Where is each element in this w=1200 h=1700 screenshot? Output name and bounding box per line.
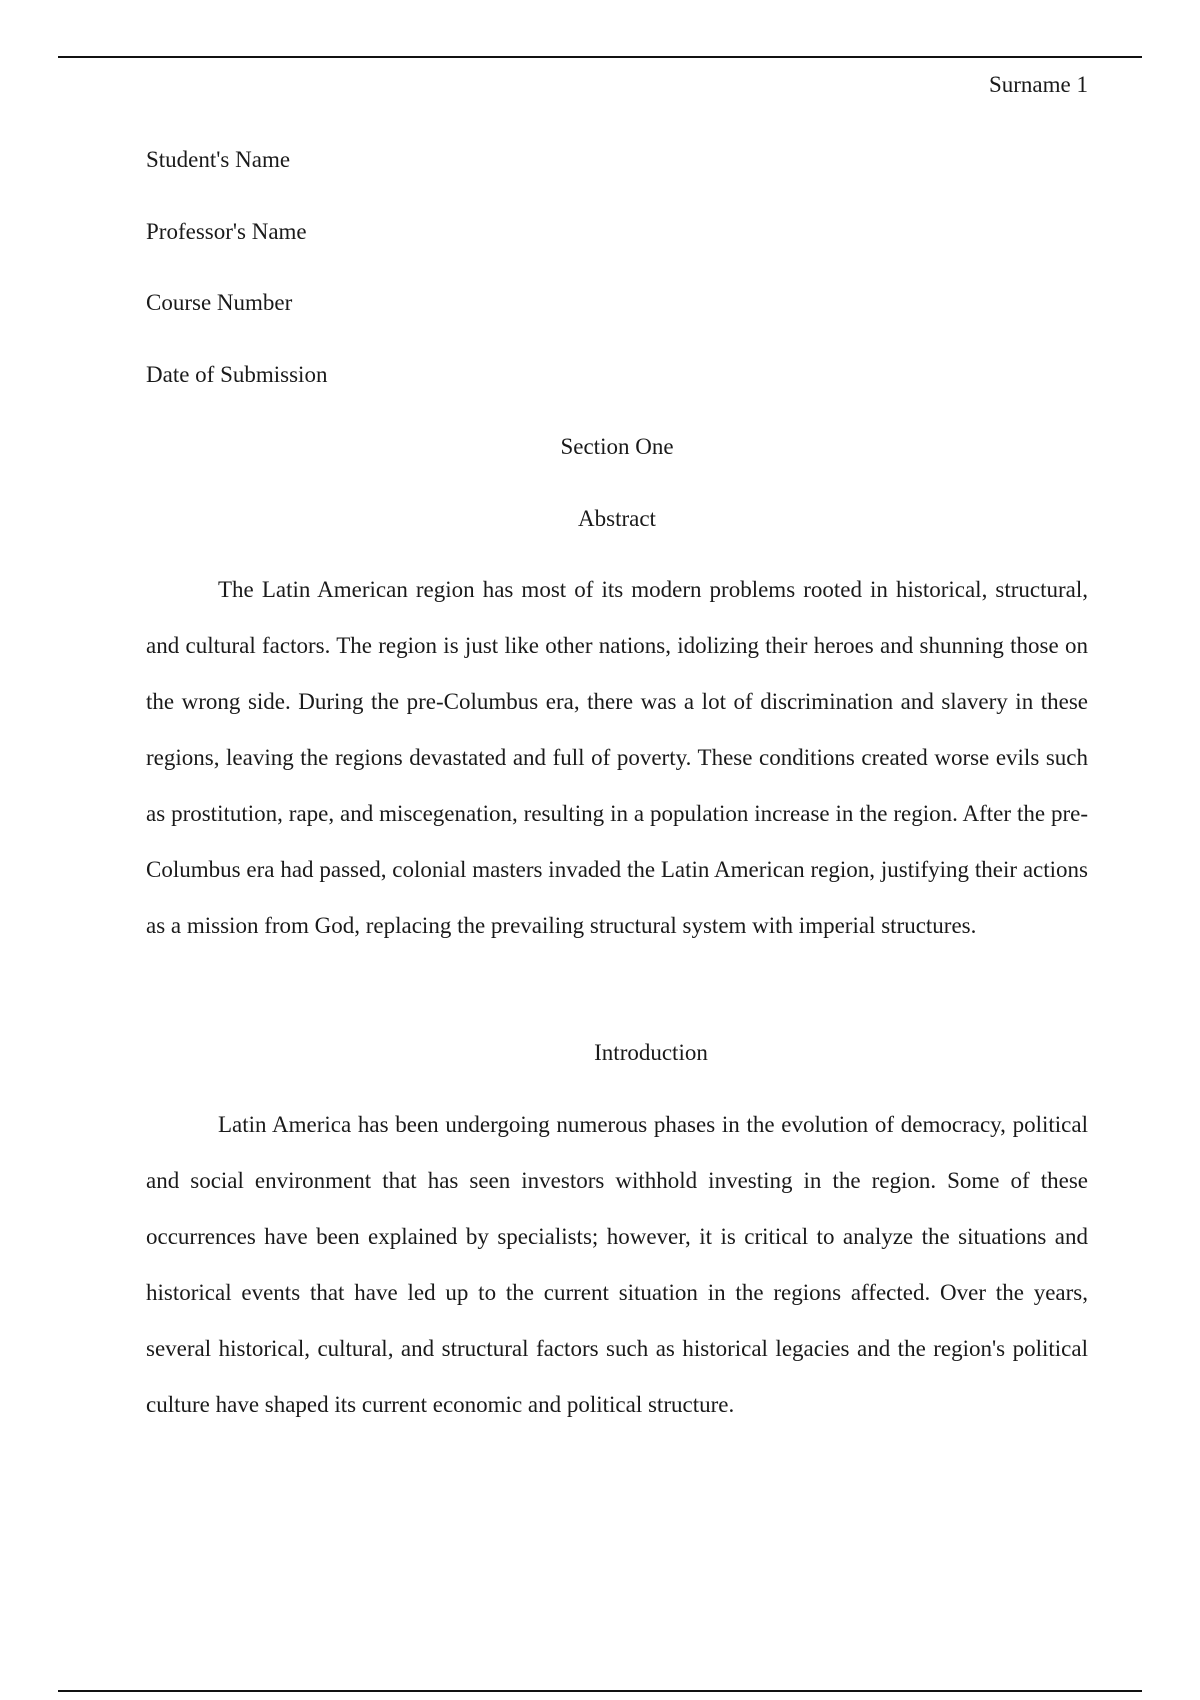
professor-name: Professor's Name: [146, 218, 307, 244]
abstract-title: Abstract: [578, 506, 656, 531]
date-of-submission: Date of Submission: [146, 361, 328, 387]
abstract-paragraph: The Latin American region has most of its modern problems rooted in historical, structural, and cultural factors. The region is just like other nations, idolizing their heroes and shunning those on the wrong side. During the pre-Columbus era, there was a lot of discrimination and slavery in these regions, leaving the regions devastated and full of poverty. These conditions created worse evils such as prostitution, rape, and miscegenation, resulting in a population increase in the region. After the pre-Columbus era had passed, colonial masters invaded the Latin American region, justifying their actions as a mission from God, replacing the prevailing structural system with imperial structures.: [146, 577, 1088, 938]
student-heading-block: [146, 145, 1088, 431]
top-rule: [58, 56, 1142, 58]
introduction-title: Introduction: [594, 1040, 708, 1065]
bottom-rule: [58, 1690, 1142, 1692]
section-one-title: Section One: [560, 434, 674, 459]
student-name: Student's Name: [146, 147, 291, 172]
running-head: Surname 1: [988, 72, 1088, 97]
course-number: Course Number: [146, 290, 293, 315]
introduction-paragraph: Latin America has been undergoing numerous phases in the evolution of democracy, political and social environment that has seen investors withhold investing in the region. Some of these occurrences have been explained by specialists; however, it is critical to analyze the situations and historical events that have led up to the current situation in the regions affected. Over the years, several historical, cultural, and structural factors such as historical legacies and the region's political culture have shaped its current economic and political structure.: [146, 1112, 1088, 1417]
